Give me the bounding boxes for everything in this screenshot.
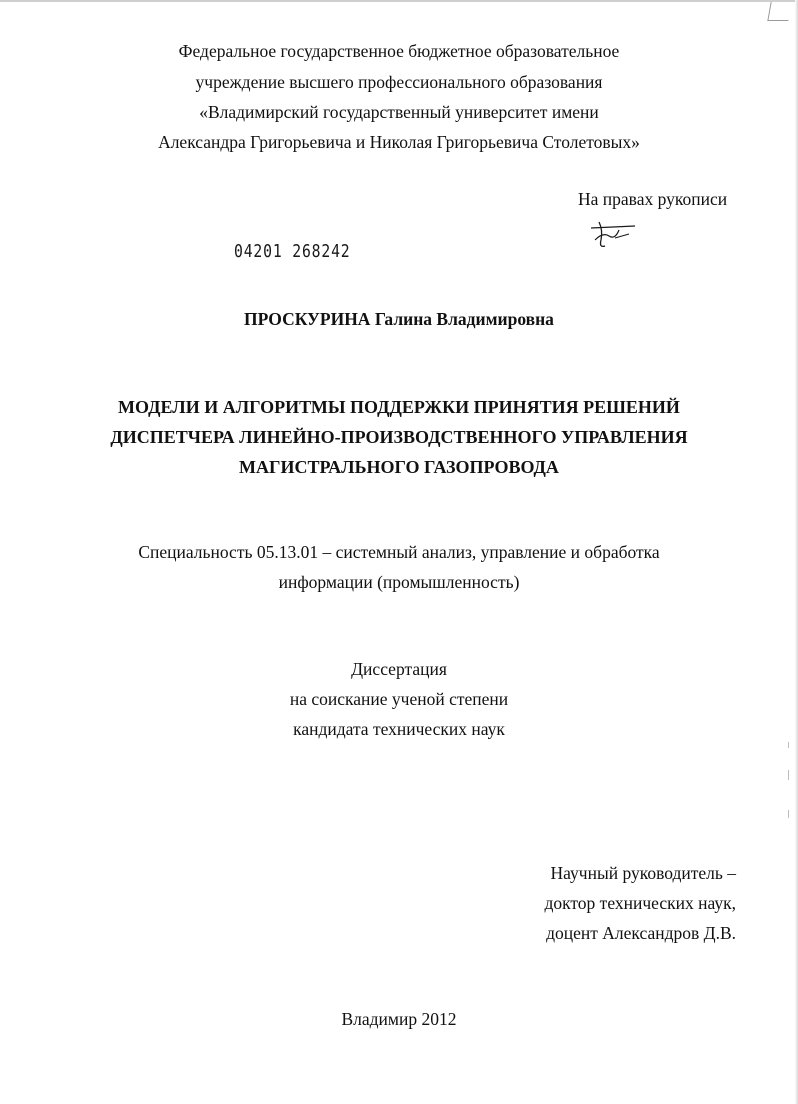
organization-line-2: учреждение высшего профессионального образования [195,72,603,92]
dissertation-title-line-2: ДИСПЕТЧЕРА ЛИНЕЙНО-ПРОИЗВОДСТВЕННОГО УПРАВЛЕНИЯ [110,427,688,447]
supervisor-name: доцент Александров Д.В. [546,923,736,943]
organization-line-1: Федеральное государственное бюджетное образовательное [178,41,620,61]
supervisor-degree: доктор технических наук, [544,893,736,913]
dissertation-title-line-3: МАГИСТРАЛЬНОГО ГАЗОПРОВОДА [239,457,559,477]
manuscript-rights-note: На правах рукописи [578,189,728,209]
dissertation-title-line-1: МОДЕЛИ И АЛГОРИТМЫ ПОДДЕРЖКИ ПРИНЯТИЯ РЕШЕНИЙ [118,397,680,417]
scan-margin-artifact [788,742,789,748]
author-name: ПРОСКУРИНА Галина Владимировна [244,309,554,329]
scan-margin-artifact [788,770,789,780]
dissertation-label: Диссертация [351,659,447,679]
scan-top-edge [0,0,798,2]
specialty-line-2: информации (промышленность) [278,572,520,592]
degree-purpose-line: на соискание ученой степени [289,689,509,709]
organization-line-3: «Владимирский государственный университет имени [199,102,599,122]
scan-corner-fold [767,2,791,21]
library-inventory-number: 04201 268242 [234,241,351,262]
scan-margin-artifact [788,810,789,818]
city-and-year: Владимир 2012 [341,1009,457,1029]
handwritten-signature [585,218,655,254]
degree-name-line: кандидата технических наук [293,719,505,739]
specialty-line-1: Специальность 05.13.01 – системный анализ, управление и обработка [138,542,660,562]
organization-line-4: Александра Григорьевича и Николая Григорьевича Столетовых» [158,132,640,152]
supervisor-label: Научный руководитель – [550,863,736,883]
